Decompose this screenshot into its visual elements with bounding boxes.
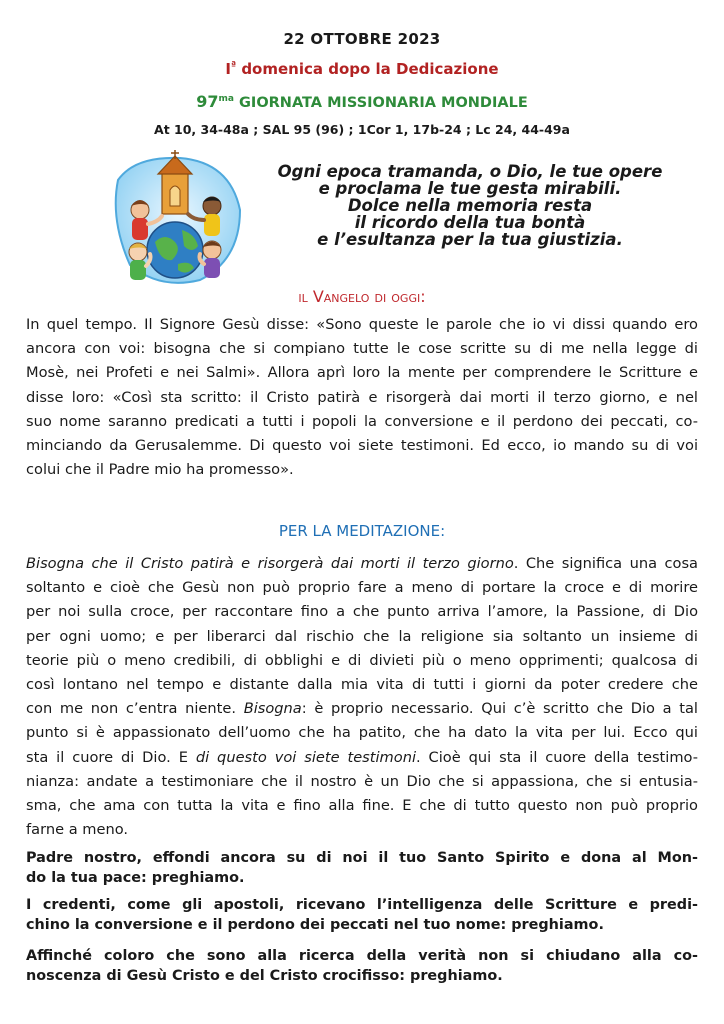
antiphon <box>240 163 700 248</box>
text-line: punto si è appassionato dell’uomo che ha patito, che ha dato la vita per lui. Ecco qui <box>26 724 698 742</box>
date-heading: 22 OTTOBRE 2023 <box>283 30 441 48</box>
prayer-line: I credenti, come gli apostoli, ricevano l’intelligenza delle Scritture e predi- <box>26 897 698 913</box>
vangelo-text <box>26 313 698 482</box>
text-line: nianza: andate a testimoniare che il nostro è un Dio che si appassiona, che si entusia- <box>26 772 698 790</box>
text-line: suo nome saranno predicati a tutti i popoli la conversione e il perdono dei peccati, co- <box>26 412 698 430</box>
text-line: colui che il Padre mio ha promesso». <box>26 461 294 479</box>
giornata-heading: $97^{ma}$ GIORNATA MISSIONARIA MONDIALE <box>196 92 528 111</box>
prayer-intention <box>26 848 698 888</box>
text-line: per noi sulla croce, per raccontare fino a che punto arriva l’amore, la Passione, di Dio <box>26 603 698 621</box>
text-line: disse loro: «Così sta scritto: il Cristo patirà e risorgerà dai morti il terzo giorno, e nel <box>26 388 698 406</box>
text-line: Bisogna che il Cristo patirà e risorgerà dai morti il terzo giorno. Che significa una cosa <box>26 555 699 572</box>
prayer-line: noscenza di Gesù Cristo e del Cristo crocifisso: preghiamo. <box>26 968 503 984</box>
prayer-line: do la tua pace: preghiamo. <box>26 870 245 886</box>
text-line: soltanto e cioè che Gesù non può proprio fare a meno di portare la croce e di morire <box>26 579 698 597</box>
prayer-line: Affinché coloro che sono alla ricerca della verità non si chiudano alla co- <box>26 948 698 964</box>
text-line: minciando da Gerusalemme. Di questo voi siete testimoni. Ed ecco, io mando su di voi <box>26 437 698 455</box>
meditazione-title: PER LA MEDITAZIONE: <box>278 522 446 540</box>
text-line: così lontano nel tempo e distante dalla mia vita di tutti i giorni da poter credere che <box>26 676 698 694</box>
prayer-line: chino la conversione e il perdono dei peccati nel tuo nome: preghiamo. <box>26 917 604 933</box>
antiphon-line: Dolce nella memoria resta <box>347 196 593 215</box>
antiphon-line: e l’esultanza per la tua giustizia. <box>317 230 623 249</box>
text-line: ancora con voi: bisogna che si compiano tutte le cose scritte su di me nella legge di <box>26 340 698 358</box>
text-line: sta il cuore di Dio. E di questo voi siete testimoni. Cioè qui sta il cuore della testimo- <box>26 748 699 766</box>
antiphon-line: Ogni epoca tramanda, o Dio, le tue opere <box>277 162 663 181</box>
vangelo-title: il Vangelo di oggi: <box>298 287 426 306</box>
text-line: teorie più o meno credibili, di obblighi e di divieti più o meno opprimenti; qualcosa di <box>26 651 698 669</box>
mission-logo-illustration <box>100 150 250 295</box>
sunday-heading: $I^ª$ domenica dopo la Dedicazione <box>225 60 499 78</box>
text-line: In quel tempo. Il Signore Gesù disse: «Sono queste le parole che io vi dissi quando ero <box>26 316 698 333</box>
prayer-line: Padre nostro, effondi ancora su di noi il tuo Santo Spirito e dona al Mon- <box>26 850 698 866</box>
prayer-intention <box>26 895 698 935</box>
meditazione-text <box>26 552 698 842</box>
text-line: sma, che ama con tutta la vita e fino alla fine. E che di tutto questo non può proprio <box>26 797 698 815</box>
text-line: per ogni uomo; e per liberarci dal rischio che la religione sia soltanto un insieme di <box>26 627 698 645</box>
prayer-intention <box>26 946 698 986</box>
text-line: farne a meno. <box>26 821 129 839</box>
text-line: con me non c’entra niente. Bisogna: è proprio necessario. Qui c’è scritto che Dio a tal <box>26 700 698 718</box>
readings-references: At 10, 34-48a ; SAL 95 (96) ; 1Cor 1, 17b-24 ; Lc 24, 44-49a <box>154 122 570 137</box>
antiphon-line: il ricordo della tua bontà <box>354 213 586 232</box>
antiphon-line: e proclama le tue gesta mirabili. <box>318 179 622 198</box>
text-line: Mosè, nei Profeti e nei Salmi». Allora aprì loro la mente per comprendere le Scritture e <box>26 364 698 382</box>
